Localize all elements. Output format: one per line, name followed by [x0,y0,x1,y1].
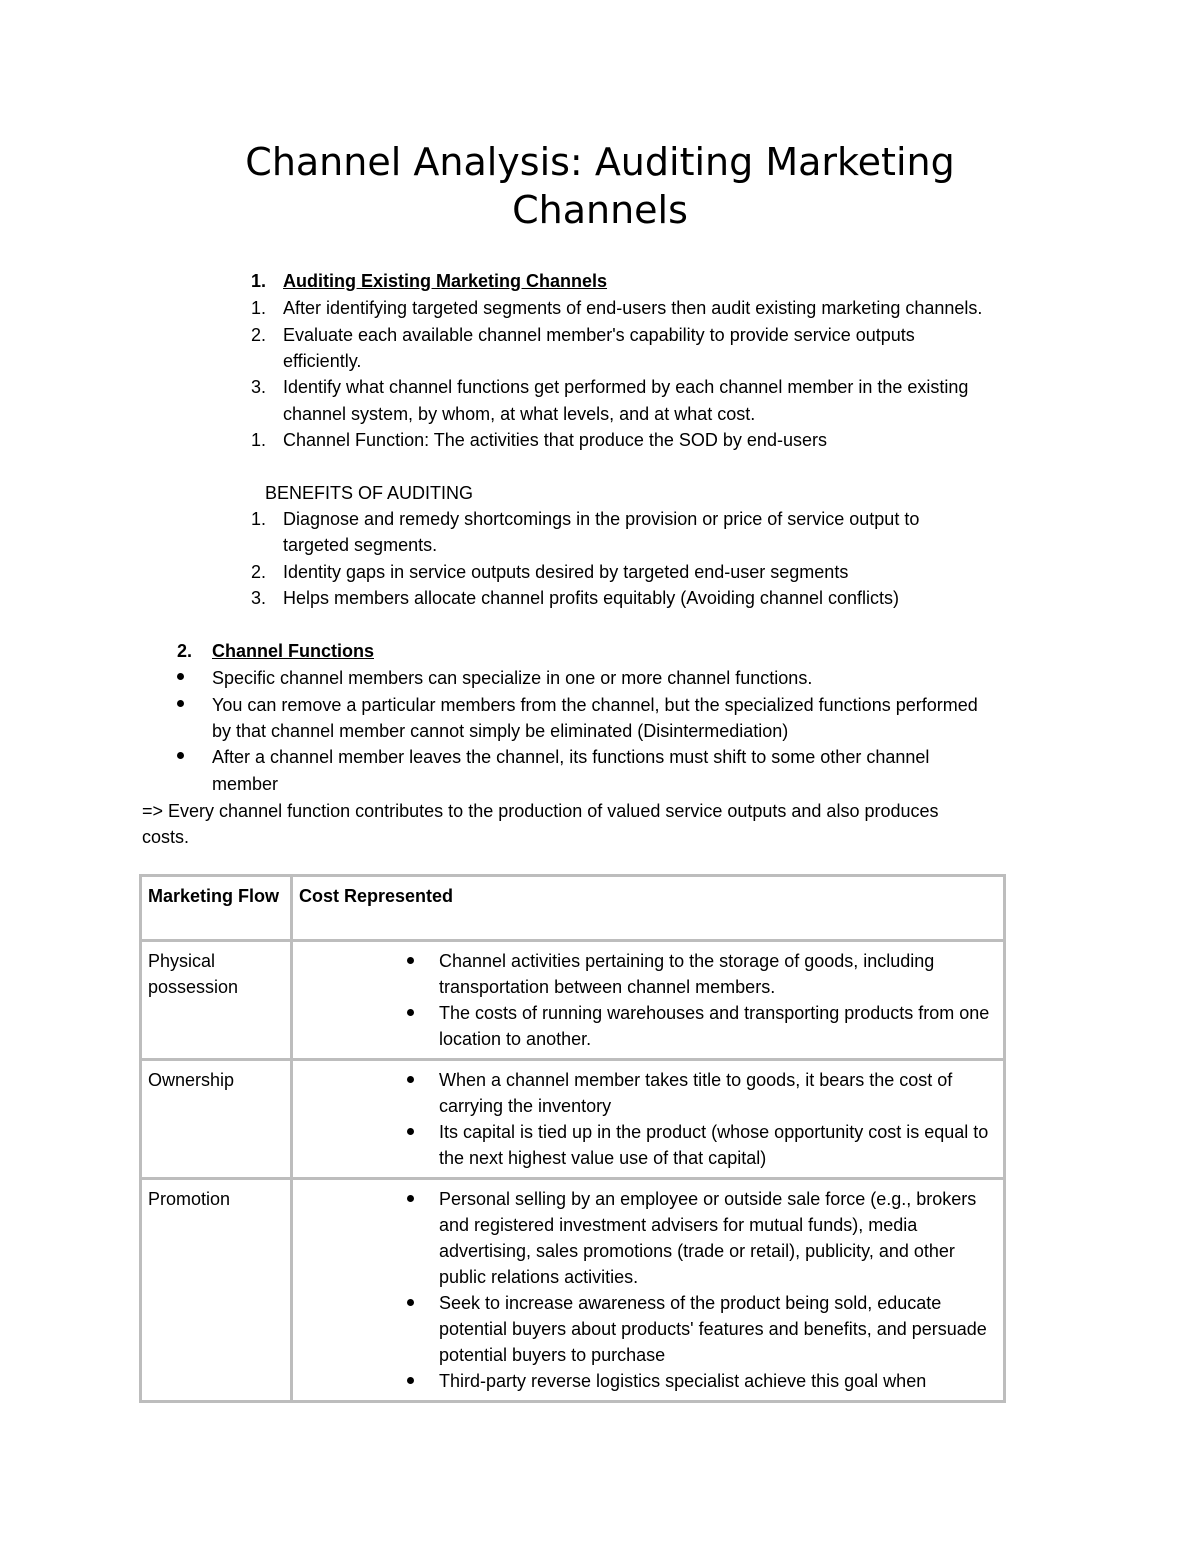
bullet-icon [407,1299,414,1306]
bullet-icon [177,700,184,707]
title-line-2: Channels [512,188,688,232]
cost-list [299,1186,997,1394]
bullet-icon [407,1195,414,1202]
cost-cell [292,941,1005,1060]
section-number: 2. [176,641,192,661]
bullet-icon [407,1009,414,1016]
table-row [141,1060,1005,1179]
bullet-icon [177,752,184,759]
bullet-icon [407,957,414,964]
title-line-1: Channel Analysis: Auditing Marketing [245,140,955,184]
flow-name-cell: Physical possession [141,941,292,1060]
cost-item: Third-party reverse logistics specialist achieve this goal when [439,1368,997,1394]
table-header-row [141,876,1005,941]
table-row [141,1179,1005,1402]
section-heading-text: Channel Functions [212,641,374,661]
conclusion-line-2: costs. [142,827,190,847]
table-row [141,941,1005,1060]
benefits-label: BENEFITS OF AUDITING [265,483,474,503]
conclusion-line-1: => Every channel function contributes to the production of valued service outputs and also produces [142,801,939,821]
cost-item: Personal selling by an employee or outside sale force (e.g., brokers and registered investment advisers for mutual funds), media advertising, sales promotions (trade or retail), publicity, and other public relations activities. [439,1186,997,1290]
cost-cell [292,1060,1005,1179]
cost-item: Channel activities pertaining to the storage of goods, including transportation between channel members. [439,948,997,1000]
flow-name-cell: Promotion [141,1179,292,1402]
table-header-cell: Cost Represented [292,876,1005,941]
marketing-flow-table [139,874,1006,1403]
document-title [0,138,1200,234]
bullet-icon [407,1076,414,1083]
cost-item: The costs of running warehouses and transporting products from one location to another. [439,1000,997,1052]
table-header-cell: Marketing Flow [141,876,292,941]
cost-list [299,1067,997,1171]
cost-item: When a channel member takes title to goods, it bears the cost of carrying the inventory [439,1067,997,1119]
cost-item: Its capital is tied up in the product (whose opportunity cost is equal to the next highest value use of that capital) [439,1119,997,1171]
section-heading-text: Auditing Existing Marketing Channels [283,271,608,291]
cost-cell [292,1179,1005,1402]
section-number: 1. [250,271,266,291]
cost-item: Seek to increase awareness of the product being sold, educate potential buyers about products' features and benefits, and persuade potential buyers to purchase [439,1290,997,1368]
flow-name-cell: Ownership [141,1060,292,1179]
bullet-icon [407,1377,414,1384]
bullet-icon [177,673,184,680]
bullet-icon [407,1128,414,1135]
cost-list [299,948,997,1052]
